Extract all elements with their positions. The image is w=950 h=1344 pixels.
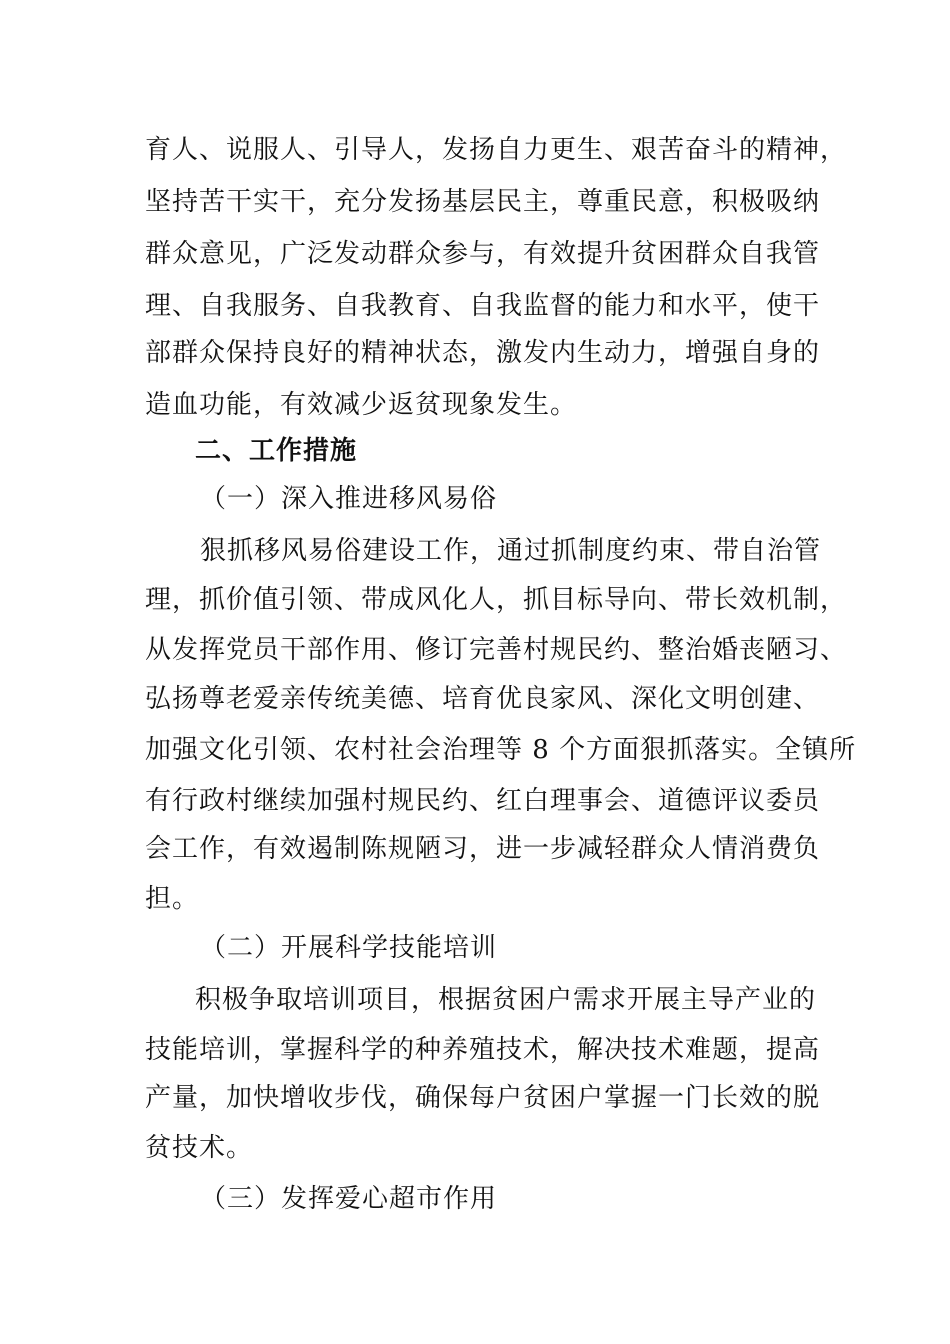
body-text-line: 会工作，有效遏制陈规陋习，进一步减轻群众人情消费负 <box>145 834 821 864</box>
body-text-line: 理，抓价值引领、带成风化人，抓目标导向、带长效机制， <box>145 585 848 615</box>
body-text-line: 群众意见，广泛发动群众参与，有效提升贫困群众自我管 <box>145 239 821 269</box>
body-text-line: 造血功能，有效减少返贫现象发生。 <box>145 390 578 420</box>
subsection-heading: （二）开展科学技能培训 <box>200 933 498 963</box>
body-text-line: 有行政村继续加强村规民约、红白理事会、道德评议委员 <box>145 786 821 816</box>
subsection-heading: （三）发挥爱心超市作用 <box>200 1184 498 1214</box>
body-text-line: 技能培训，掌握科学的种养殖技术，解决技术难题，提高 <box>145 1035 821 1065</box>
body-text-line: 理、自我服务、自我教育、自我监督的能力和水平，使干 <box>145 291 821 321</box>
body-text-line: 积极争取培训项目，根据贫困户需求开展主导产业的 <box>195 985 817 1015</box>
body-text-line: 加强文化引领、农村社会治理等 8 个方面狠抓落实。全镇所 <box>145 735 857 765</box>
body-text-line: 担。 <box>145 884 200 914</box>
body-text-line: 贫技术。 <box>145 1133 254 1163</box>
body-text-line: 坚持苦干实干，充分发扬基层民主，尊重民意，积极吸纳 <box>145 187 821 217</box>
body-text-line: 从发挥党员干部作用、修订完善村规民约、整治婚丧陋习、 <box>145 635 848 665</box>
body-text-line: 产量，加快增收步伐，确保每户贫困户掌握一门长效的脱 <box>145 1083 821 1113</box>
body-text-line: 育人、说服人、引导人，发扬自力更生、艰苦奋斗的精神， <box>145 135 848 165</box>
section-heading: 二、工作措施 <box>195 436 358 466</box>
body-text-line: 狠抓移风易俗建设工作，通过抓制度约束、带自治管 <box>200 536 822 566</box>
body-text-line: 弘扬尊老爱亲传统美德、培育优良家风、深化文明创建、 <box>145 684 821 714</box>
subsection-heading: （一）深入推进移风易俗 <box>200 484 498 514</box>
body-text-line: 部群众保持良好的精神状态，激发内生动力，增强自身的 <box>145 338 821 368</box>
